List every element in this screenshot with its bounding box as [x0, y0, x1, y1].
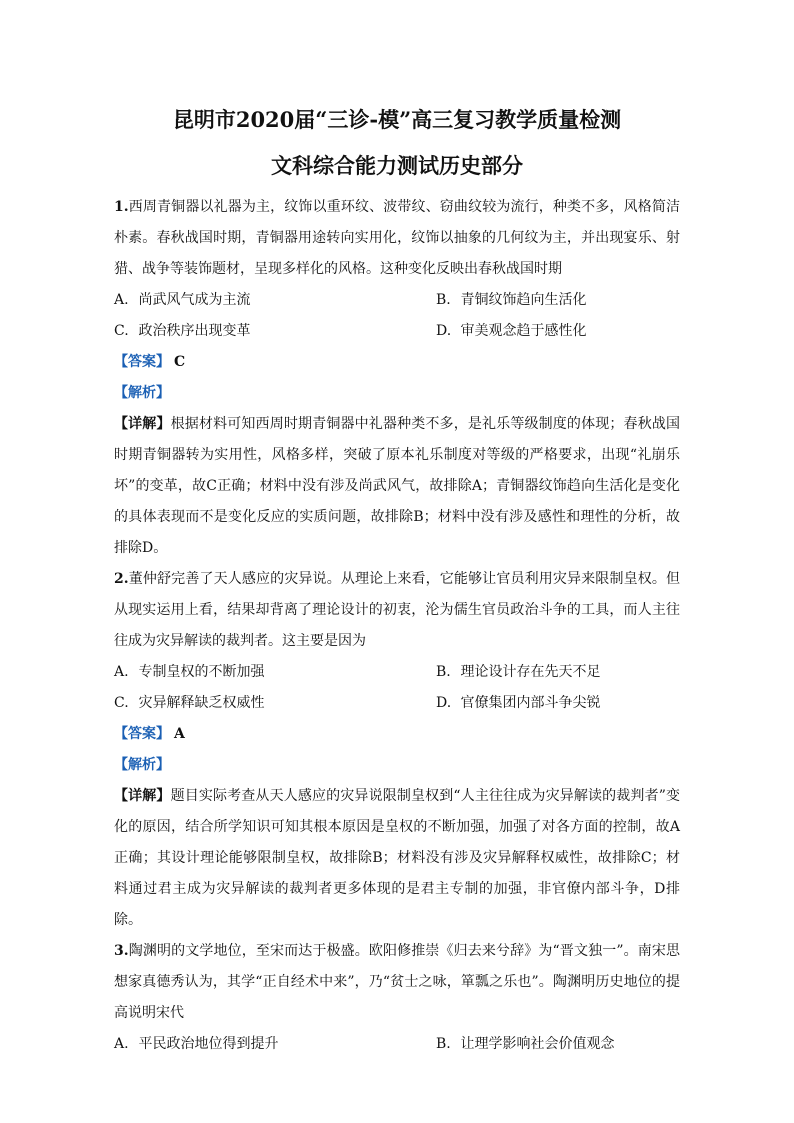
option-text: 官僚集团内部斗争尖锐: [460, 695, 601, 711]
option-a: [114, 1029, 436, 1060]
option-letter: B.: [436, 1036, 451, 1052]
question-1: [114, 192, 680, 564]
question-stem: [114, 192, 680, 285]
question-number: 1.: [114, 199, 129, 215]
option-a: [114, 657, 436, 688]
option-text: 理论设计存在先天不足: [460, 664, 601, 680]
answer-line: [114, 347, 680, 378]
detail-paragraph: [114, 409, 680, 564]
option-letter: D.: [436, 323, 452, 339]
option-text: 政治秩序出现变革: [138, 323, 251, 339]
option-letter: A.: [114, 1036, 129, 1052]
question-text: 西周青铜器以礼器为主，纹饰以重环纹、波带纹、窃曲纹较为流行，种类不多，风格简洁朴素。春秋战国时期，青铜器用途转向实用化，纹饰以抽象的几何纹为主，并出现宴乐、射猎、战争等装饰题材，呈现多样化的风格。这种变化反映出春秋战国时期: [114, 199, 680, 277]
option-letter: C.: [114, 695, 129, 711]
question-stem: [114, 936, 680, 1029]
option-list: [114, 657, 680, 719]
option-c: [114, 688, 436, 719]
detail-paragraph: [114, 781, 680, 936]
answer-label: 【答案】: [114, 726, 170, 742]
answer-label: 【答案】: [114, 354, 170, 370]
exam-title: 昆明市2020届“三诊-模”高三复习教学质量检测: [172, 107, 622, 132]
detail-label: 【详解】: [114, 416, 171, 432]
question-text: 陶渊明的文学地位，至宋而达于极盛。欧阳修推崇《归去来兮辞》为“晋文独一”。南宋思想家真德秀认为，其学“正自经术中来”，乃“贫士之咏，箪瓢之乐也”。陶渊明历史地位的提高说明宋代: [114, 943, 680, 1021]
detail-text: 题目实际考查从天人感应的灾异说限制皇权到“人主往往成为灾异解读的裁判者”变化的原因，结合所学知识可知其根本原因是皇权的不断加强，加强了对各方面的控制，故A正确；其设计理论能够限制皇权，故排除B；材料没有涉及灾异解释权威性，故排除C；材料通过君主成为灾异解读的裁判者更多体现的是君主专制的加强，非官僚内部斗争，D排除。: [114, 788, 681, 928]
option-d: [436, 316, 680, 347]
question-stem: [114, 564, 680, 657]
option-letter: B.: [436, 292, 451, 308]
option-text: 灾异解释缺乏权威性: [138, 695, 265, 711]
analysis-label: 【解析】: [114, 385, 170, 401]
option-text: 青铜纹饰趋向生活化: [460, 292, 587, 308]
option-letter: A.: [114, 292, 129, 308]
option-b: [436, 1029, 680, 1060]
question-3: [114, 936, 680, 1060]
option-text: 让理学影响社会价值观念: [460, 1036, 615, 1052]
question-number: 2.: [114, 571, 129, 587]
answer-value: A: [174, 726, 185, 742]
option-c: [114, 316, 436, 347]
question-2: [114, 564, 680, 936]
option-letter: D.: [436, 695, 452, 711]
option-letter: A.: [114, 664, 129, 680]
option-list: [114, 1029, 680, 1060]
answer-line: [114, 719, 680, 750]
option-letter: C.: [114, 323, 129, 339]
detail-label: 【详解】: [114, 788, 171, 804]
option-list: [114, 285, 680, 347]
detail-text: 根据材料可知西周时期青铜器中礼器种类不多，是礼乐等级制度的体现；春秋战国时期青铜器转为实用性，风格多样，突破了原本礼乐制度对等级的严格要求，出现“礼崩乐坏”的变革，故C正确；材料中没有涉及尚武风气，故排除A；青铜器纹饰趋向生活化是变化的具体表现而不是变化反应的实质问题，故排除B；材料中没有涉及感性和理性的分析，故排除D。: [114, 416, 681, 556]
option-b: [436, 657, 680, 688]
option-b: [436, 285, 680, 316]
option-text: 尚武风气成为主流: [138, 292, 251, 308]
option-text: 平民政治地位得到提升: [138, 1036, 279, 1052]
question-number: 3.: [114, 943, 129, 959]
option-letter: B.: [436, 664, 451, 680]
exam-subtitle: 文科综合能力测试历史部分: [271, 153, 523, 178]
option-a: [114, 285, 436, 316]
analysis-label: 【解析】: [114, 757, 170, 773]
option-d: [436, 688, 680, 719]
option-text: 审美观念趋于感性化: [460, 323, 587, 339]
question-text: 董仲舒完善了天人感应的灾异说。从理论上来看，它能够让官员利用灾异来限制皇权。但从现实运用上看，结果却背离了理论设计的初衷，沦为儒生官员政治斗争的工具，而人主往往成为灾异解读的裁判者。这主要是因为: [114, 571, 680, 649]
answer-value: C: [174, 354, 186, 370]
option-text: 专制皇权的不断加强: [138, 664, 265, 680]
